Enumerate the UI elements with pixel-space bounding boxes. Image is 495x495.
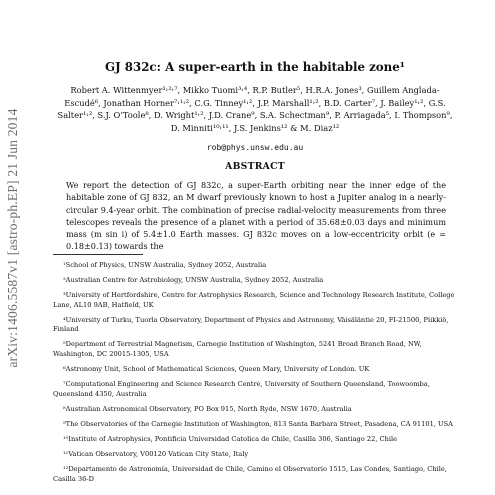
footnote: ⁴University of Turku, Tuorla Observatory, Department of Physics and Astronomy, Väisäläntie 20, FI-21500, Piikkiö, Finland	[53, 315, 449, 334]
footnote: ¹School of Physics, UNSW Australia, Sydney 2052, Australia	[63, 260, 267, 269]
footnote: ⁷Computational Engineering and Science Research Centre, University of Southern Queensland, Toowoomba, Queensland 4350, Australia	[53, 380, 430, 398]
arxiv-identifier: arXiv:1406.5587v1 [astro-ph.EP] 21 Jun 2014	[5, 108, 20, 368]
abstract-text: We report the detection of GJ 832c, a super-Earth orbiting near the inner edge of the habitable zone of GJ 832, an M dwarf previously known to host a Jupiter analog in a nearly-circular 9.4-year orbit. The combination of precise radial-velocity measurements from three telescopes reveals the presence of a planet with a period of 35.68±0.03 days and minimum mass (m sin i) of 5.4±1.0 Earth masses. GJ 832c moves on a low-eccentricity orbit (e = 0.18±0.13) towards the	[66, 180, 446, 251]
footnote: ⁵Department of Terrestrial Magnetism, Carnegie Institution of Washington, 5241 Broad Branch Road, NW, Washington, DC 20015-1305, USA	[53, 340, 422, 359]
footnote-list	[50, 261, 460, 485]
footnote: ¹¹Vatican Observatory, V00120 Vatican City State, Italy	[63, 450, 249, 459]
footnote: ²Australian Centre for Astrobiology, UNSW Australia, Sydney 2052, Australia	[63, 275, 324, 284]
paper-title: GJ 832c: A super-earth in the habitable zone¹	[105, 60, 405, 74]
footnote: ¹⁰Institute of Astrophysics, Pontificia Universidad Catolica de Chile, Casilla 306, Santiago 22, Chile	[63, 435, 398, 444]
footnote: ⁸Australian Astronomical Observatory, PO Box 915, North Ryde, NSW 1670, Australia	[63, 404, 352, 413]
footnote: ⁹The Observatories of the Carnegie Institution of Washington, 813 Santa Barbara Street, Pasadena, CA 91101, USA	[63, 420, 453, 428]
paper-page	[50, 60, 460, 484]
contact-email: rob@phys.unsw.edu.au	[206, 143, 304, 153]
footnote: ¹²Departamento de Astronomía, Universidad de Chile, Camino el Observatorio 1515, Las Condes, Santiago, Chile, Casilla 36-D	[53, 465, 447, 483]
footnote-rule	[53, 254, 143, 255]
footnote: ³University of Hertfordshire, Centre for Astrophysics Research, Science and Technology Research Institute, College Lane, AL10 9AB, Hatfield, UK	[53, 291, 455, 309]
abstract-heading: ABSTRACT	[225, 161, 285, 173]
footnote: ⁶Astronomy Unit, School of Mathematical Sciences, Queen Mary, University of London. UK	[63, 365, 370, 374]
author-list: Robert A. Wittenmyer¹˒²˒⁷, Mikko Tuomi³˒⁴, R.P. Butler⁵, H.R.A. Jones³, Guillem Anglada-Escudé⁶, Jonathan Horner⁷˒¹˒², C.G. Tinney¹˒², J.P. Marshall¹˒², B.D. Carter⁷, J. Bailey¹˒², G.S. Salter¹˒², S.J. O’Toole⁸, D. Wright¹˒², J.D. Crane⁹, S.A. Schectman⁹, P. Arriagada⁵, I. Thompson⁹, D. Minniti¹⁰˒¹¹, J.S. Jenkins¹² & M. Diaz¹²	[57, 85, 453, 133]
arxiv-stamp	[2, 88, 24, 388]
